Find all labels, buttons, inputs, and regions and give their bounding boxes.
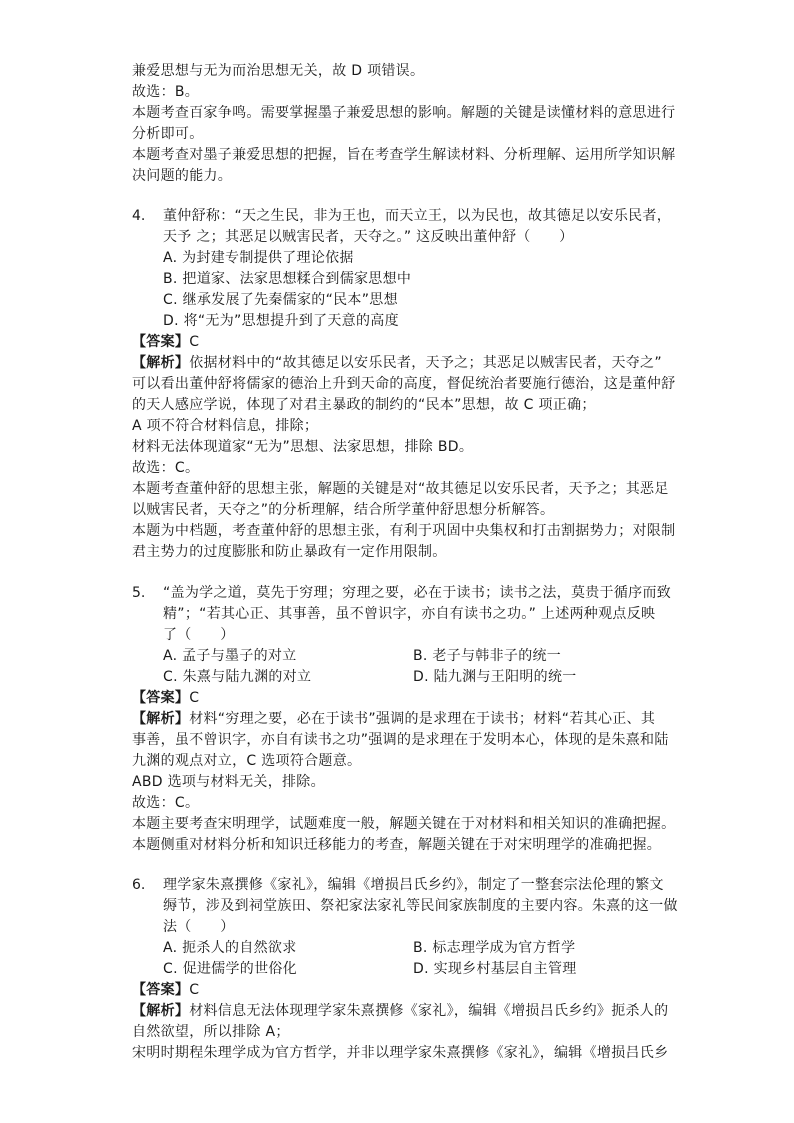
text-line: 兼爱思想与无为而治思想无关，故 D 项错误。 xyxy=(132,63,425,79)
question-stem: 天予 之；其恶足以贼害民者，天夺之。” 这反映出董仲舒（ ） xyxy=(163,229,574,245)
analysis-text: 的天人感应学说，体现了对君主暴政的制约的“民本”思想，故 C 项正确； xyxy=(132,397,596,413)
option-a: A. 为封建专制提供了理论依据 xyxy=(163,250,354,266)
text-line: 本题考查百家争鸣。需要掌握墨子兼爱思想的影响。解题的关键是读懂材料的意思进行 xyxy=(132,105,676,121)
analysis-text: 自然欲望，所以排除 A； xyxy=(132,1024,290,1040)
option-c: C. 促进儒学的世俗化 xyxy=(163,961,297,977)
analysis-tag: 【解析】 xyxy=(132,355,190,371)
analysis-text: 本题考查董仲舒的思想主张，解题的关键是对“故其德足以安乐民者，天予之；其恶足 xyxy=(132,481,669,497)
answer-value: C xyxy=(189,690,200,706)
analysis-text: 本题为中档题，考查董仲舒的思想主张，有利于巩固中央集权和打击割据势力；对限制 xyxy=(132,523,676,539)
analysis-text: 九渊的观点对立，C 选项符合题意。 xyxy=(132,753,362,769)
analysis-line xyxy=(132,1001,668,1022)
question-number: 5. xyxy=(132,585,146,601)
analysis-text: 故选：C。 xyxy=(132,460,200,476)
analysis-line xyxy=(132,709,655,730)
answer-tag: 【答案】 xyxy=(132,334,190,350)
analysis-text: 本题主要考查宋明理学，试题难度一般，解题关键在于对材料和相关知识的准确把握。 xyxy=(132,816,676,832)
analysis-tag: 【解析】 xyxy=(132,1003,190,1019)
analysis-text: ABD 选项与材料无关，排除。 xyxy=(132,774,325,790)
option-d: D. 将“无为”思想提升到了天意的高度 xyxy=(163,313,399,329)
text-line: 本题考查对墨子兼爱思想的把握，旨在考查学生解读材料、分析理解、运用所学知识解 xyxy=(132,147,676,163)
question-stem: 理学家朱熹撰修《家礼》，编辑《增损吕氏乡约》，制定了一整套宗法伦理的繁文 xyxy=(163,877,664,893)
text-line: 分析即可。 xyxy=(132,126,204,142)
option-a: A. 孟子与墨子的对立 xyxy=(163,648,297,664)
analysis-text: 事善，虽不曾识字，亦自有读书之功”强调的是求理在于发明本心，体现的是朱熹和陆 xyxy=(132,732,669,748)
text-line: 故选：B。 xyxy=(132,84,200,100)
question-stem: 董仲舒称：“天之生民，非为王也，而天立王，以为民也，故其德足以安乐民者， xyxy=(163,208,672,224)
option-a: A. 扼杀人的自然欲求 xyxy=(163,940,297,956)
option-c: C. 继承发展了先秦儒家的“民本”思想 xyxy=(163,292,398,308)
option-b: B. 把道家、法家思想糅合到儒家思想中 xyxy=(163,271,412,287)
answer-line xyxy=(132,980,199,1001)
question-stem: 缛节，涉及到祠堂族田、祭祀家法家礼等民间家族制度的主要内容。朱熹的这一做 xyxy=(163,898,678,914)
question-stem: “盖为学之道，莫先于穷理；穷理之要，必在于读书；读书之法，莫贵于循序而致 xyxy=(163,585,672,601)
answer-tag: 【答案】 xyxy=(132,690,190,706)
option-d: D. 实现乡村基层自主管理 xyxy=(413,961,577,977)
answer-line xyxy=(132,688,199,709)
answer-value: C xyxy=(189,982,200,998)
option-c: C. 朱熹与陆九渊的对立 xyxy=(163,669,312,685)
analysis-text: 依据材料中的“故其德足以安乐民者，天予之；其恶足以贼害民者，天夺之” xyxy=(189,355,662,371)
analysis-tag: 【解析】 xyxy=(132,711,190,727)
answer-value: C xyxy=(189,334,200,350)
analysis-line xyxy=(132,353,662,374)
analysis-text: 本题侧重对材料分析和知识迁移能力的考查，解题关键在于对宋明理学的准确把握。 xyxy=(132,837,662,853)
analysis-text: 君主势力的过度膨胀和防止暴政有一定作用限制。 xyxy=(132,544,447,560)
question-stem: 精”；“若其心正、其事善，虽不曾识字，亦自有读书之功。” 上述两种观点反映 xyxy=(163,606,656,622)
option-b: B. 老子与韩非子的统一 xyxy=(413,648,562,664)
question-number: 6. xyxy=(132,877,146,893)
analysis-text: 可以看出董仲舒将儒家的德治上升到天命的高度，督促统治者要施行德治，这是董仲舒 xyxy=(132,376,676,392)
answer-line xyxy=(132,332,199,353)
analysis-text: 材料“穷理之要，必在于读书”强调的是求理在于读书；材料“若其心正、其 xyxy=(189,711,656,727)
question-number: 4. xyxy=(132,208,146,224)
analysis-text: 宋明时期程朱理学成为官方哲学，并非以理学家朱熹撰修《家礼》，编辑《增损吕氏乡 xyxy=(132,1045,669,1061)
text-line: 决问题的能力。 xyxy=(132,168,233,184)
analysis-text: 材料信息无法体现理学家朱熹撰修《家礼》，编辑《增损吕氏乡约》扼杀人的 xyxy=(189,1003,669,1019)
analysis-text: 故选：C。 xyxy=(132,795,200,811)
analysis-text: A 项不符合材料信息，排除； xyxy=(132,418,319,434)
question-stem: 了（ ） xyxy=(163,627,235,643)
analysis-text: 材料无法体现道家“无为”思想、法家思想，排除 BD。 xyxy=(132,439,474,455)
option-d: D. 陆九渊与王阳明的统一 xyxy=(413,669,577,685)
question-stem: 法（ ） xyxy=(163,919,235,935)
answer-tag: 【答案】 xyxy=(132,982,190,998)
option-b: B. 标志理学成为官方哲学 xyxy=(413,940,576,956)
analysis-text: 以贼害民者，天夺之”的分析理解，结合所学董仲舒思想分析解答。 xyxy=(132,502,555,518)
